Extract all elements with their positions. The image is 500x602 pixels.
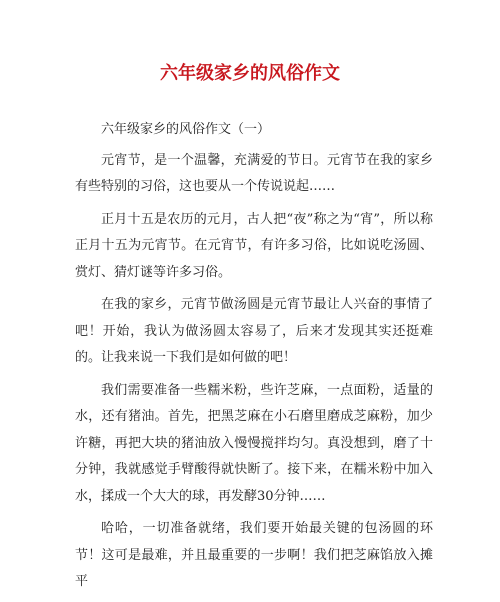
paragraph: 正月十五是农历的元月，古人把“夜”称之为“宵”，所以称正月十五为元宵节。在元宵节，有许多习俗，比如说吃汤圆、赏灯、猜灯谜等许多习俗。 <box>75 211 433 280</box>
document-body <box>75 117 433 602</box>
paragraph: 哈哈，一切准备就绪，我们要开始最关键的包汤圆的环节！这可是最难，并且最重要的一步啊！我们把芝麻馅放入摊平 <box>75 521 433 589</box>
document-title: 六年级家乡的风俗作文 <box>160 63 340 84</box>
paragraph: 在我的家乡，元宵节做汤圆是元宵节最让人兴奋的事情了吧！开始，我认为做汤圆太容易了，后来才发现其实还挺难的。让我来说一下我们是如何做的吧！ <box>75 297 433 365</box>
section-subtitle: 六年级家乡的风俗作文（一） <box>101 122 271 137</box>
paragraph: 元宵节，是一个温馨，充满爱的节日。元宵节在我的家乡有些特别的习俗，这也要从一个传说说起…… <box>75 152 433 194</box>
paragraph: 我们需要准备一些糯米粉，些许芝麻，一点面粉，适量的水，还有猪油。首先，把黑芝麻在小石磨里磨成芝麻粉，加少许糖，再把大块的猪油放入慢慢搅拌均匀。真没想到，磨了十分钟，我就感觉手臂酸得就快断了。接下来，在糯米粉中加入水，揉成一个大大的球，再发酵30分钟…… <box>75 382 433 504</box>
